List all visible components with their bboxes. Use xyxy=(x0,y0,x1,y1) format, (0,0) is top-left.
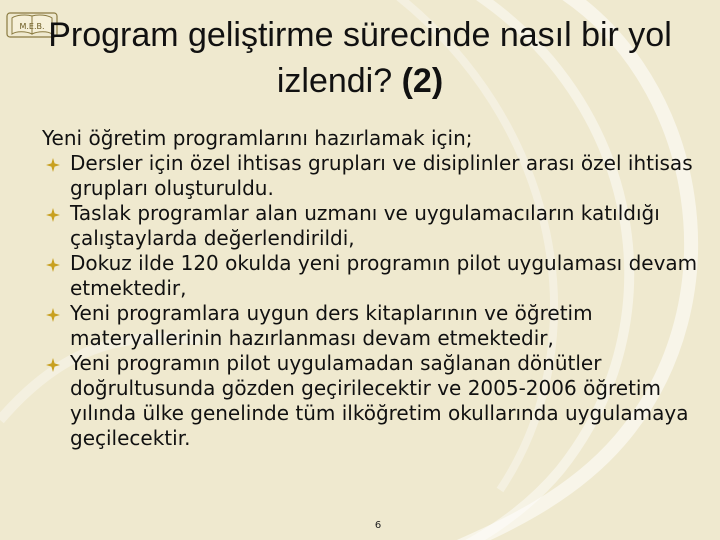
bullet-text: Dokuz ilde 120 okulda yeni programın pilot uygulaması devam etmektedir, xyxy=(70,251,698,300)
page-number: 6 xyxy=(374,520,382,531)
bullet-text: Yeni programın pilot uygulamadan sağlanan dönütler doğrultusunda gözden geçirilecektir ve 2005-2006 öğretim yılında ülke genelinde tüm ilköğretim okullarında uygulamaya geçilecektir. xyxy=(70,351,689,450)
sparkle-bullet-icon xyxy=(46,158,60,172)
page-title xyxy=(30,12,690,104)
bullet-text: Yeni programlara uygun ders kitaplarının ve öğretim materyallerinin hazırlanması devam etmektedir, xyxy=(70,301,593,350)
sparkle-bullet-icon xyxy=(46,208,60,222)
title-main: Program geliştirme sürecinde nasıl bir yol izlendi? xyxy=(48,16,672,100)
sparkle-bullet-icon xyxy=(46,258,60,272)
bullet-item xyxy=(42,151,702,201)
bullet-item xyxy=(42,301,702,351)
title-suffix: (2) xyxy=(401,62,444,100)
intro-text: Yeni öğretim programlarını hazırlamak için; xyxy=(42,126,473,150)
content-body xyxy=(42,126,702,451)
bullet-item xyxy=(42,351,702,451)
sparkle-bullet-icon xyxy=(46,358,60,372)
svg-text:M.E.B.: M.E.B. xyxy=(19,22,45,31)
bullet-list xyxy=(42,151,702,451)
bullet-item xyxy=(42,251,702,301)
sparkle-bullet-icon xyxy=(46,308,60,322)
bullet-text: Taslak programlar alan uzmanı ve uygulamacıların katıldığı çalıştaylarda değerlendirildi, xyxy=(70,201,660,250)
bullet-text: Dersler için özel ihtisas grupları ve disiplinler arası özel ihtisas grupları oluşturuldu. xyxy=(70,151,693,200)
bullet-item xyxy=(42,201,702,251)
